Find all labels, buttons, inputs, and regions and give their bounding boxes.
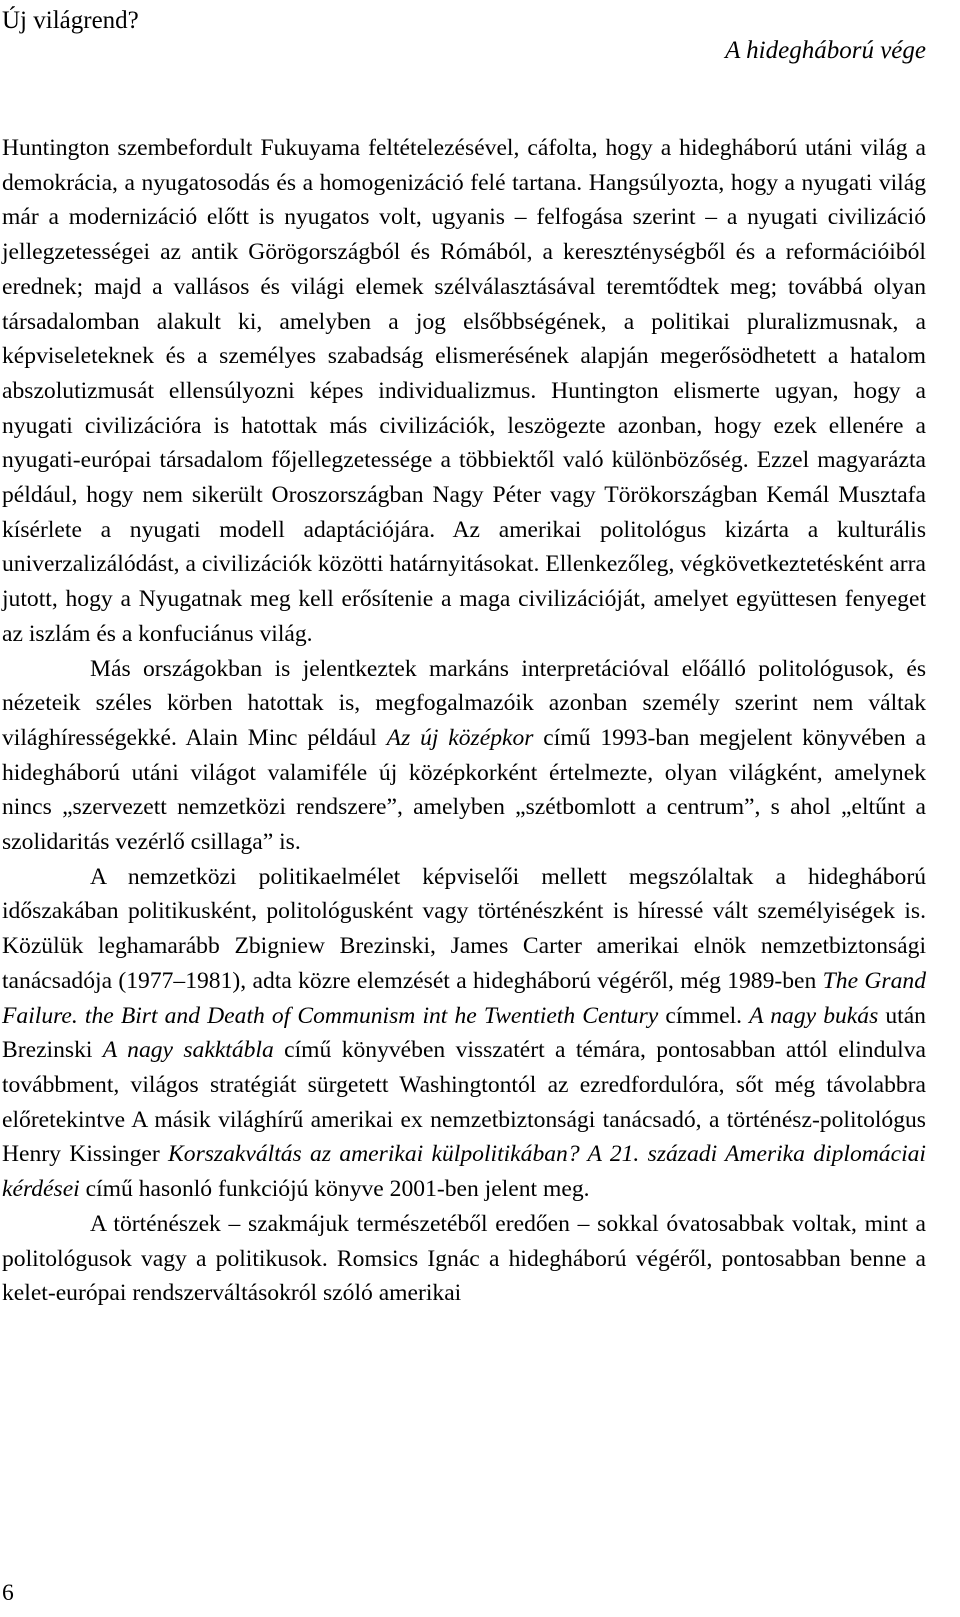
text-run: Huntington szembefordult Fukuyama feltételezésével, cáfolta, hogy a hidegháború utáni világ a demokrácia, a nyugatosodás és a homogenizáció felé tartana. Hangsúlyozta, hogy a nyugati világ már a modernizáció előtt is nyugatos volt, ugyanis – felfogása szerint – a nyugati civilizáció jellegzetességei az antik Görögországból és Rómából, a kereszténységből és a reformációiból erednek; majd a vallásos és világi elemek szélválasztásával teremtődtek meg; továbbá olyan társadalomban alakult ki, amelyben a jog elsőbbségének, a politikai pluralizmusnak, a képviseleteknek és a személyes szabadság elismerésének alapján megerősödhetett a hatalom abszolutizmusát ellensúlyozni képes individualizmus. Huntington elismerte ugyan, hogy a nyugati civilizációra is hatottak más civilizációk, leszögezte azonban, hogy ezek ellenére a nyugati-európai társadalom főjellegzetessége a többiektől való különbözőség. Ezzel magyarázta például, hogy nem sikerült Oroszországban Nagy Péter vagy Törökországban Kemál Musztafa kísérlete a nyugati modell adaptációjára. Az amerikai politológus kizárta a kulturális univerzalizálódást, a civilizációk közötti határnyitásokat. Ellenkezőleg, végkövetkeztetésként arra jutott, hogy a Nyugatnak meg kell erősítenie a maga civilizációját, amelyet együttesen fenyeget az iszlám és a konfuciánus világ.: [2, 135, 926, 647]
paragraph: [2, 860, 926, 1207]
text-run: című könyvében visszatért a témára, pontosabban attól elindulva továbbment, világos stratégiát sürgetett Washingtontól az ezredfordulóra, sőt még távolabbra előretekintve A másik világhírű amerikai ex nemzetbiztonsági tanácsadó, a történész-politológus Henry Kissinger: [2, 1037, 927, 1168]
paragraph: [2, 1207, 926, 1311]
running-header: [2, 4, 926, 64]
text-run: című hasonló funkciójú könyve 2001-ben jelent meg.: [79, 1176, 590, 1203]
text-run: A nemzetközi politikaelmélet képviselői mellett megszólaltak a hidegháború időszakában politikusként, politológusként vagy történészként is híressé vált személyiségek is. Közülük leghamarább Zbigniew Brezinski, James Carter amerikai elnök nemzetbiztonsági tanácsadója (1977–1981), adta közre elemzését a hidegháború végéről, még 1989-ben: [2, 863, 926, 994]
header-chapter-title: A hidegháború vége: [725, 37, 926, 64]
body-text: [2, 131, 926, 1311]
paragraph: [2, 652, 926, 860]
italic-title-run: Korszakváltás az amerikai külpolitikában? A 21. századi Amerika diplomáciai kérdései: [2, 1141, 926, 1203]
text-run: című 1993-ban megjelent könyvében a hidegháború utáni világot valamiféle új középkorként értelmezte, olyan világként, amelynek nincs „szervezett nemzetközi rendszere”, amelyben „szétbomlott a centrum”, s ahol „eltűnt a szolidaritás vezérlő csillaga” is.: [2, 724, 926, 856]
text-run: után Brezinski: [2, 1002, 926, 1064]
text-run: Más országokban is jelentkeztek markáns interpretációval előálló politológusok, és nézeteik széles körben hatottak is, megfogalmazóik azonban személy szerint nem váltak világhírességekké. Alain Minc például: [2, 655, 926, 751]
italic-title-run: A nagy sakktábla: [102, 1037, 274, 1064]
paragraph: [2, 131, 926, 652]
italic-title-run: The Grand Failure. the Birt and Death of Communism int he Twentieth Century: [2, 967, 926, 1029]
text-run: címmel.: [658, 1002, 750, 1029]
text-run: A történészek – szakmájuk természetéből eredően – sokkal óvatosabbak voltak, mint a politológusok vagy a politikusok. Romsics Ignác a hidegháború végéről, pontosabban benne a kelet-európai rendszerváltásokról szóló amerikai: [2, 1210, 926, 1307]
header-book-title: Új világrend?: [2, 7, 139, 34]
italic-title-run: Az új középkor: [386, 724, 534, 751]
italic-title-run: A nagy bukás: [749, 1002, 879, 1029]
page-number: 6: [2, 1580, 14, 1606]
